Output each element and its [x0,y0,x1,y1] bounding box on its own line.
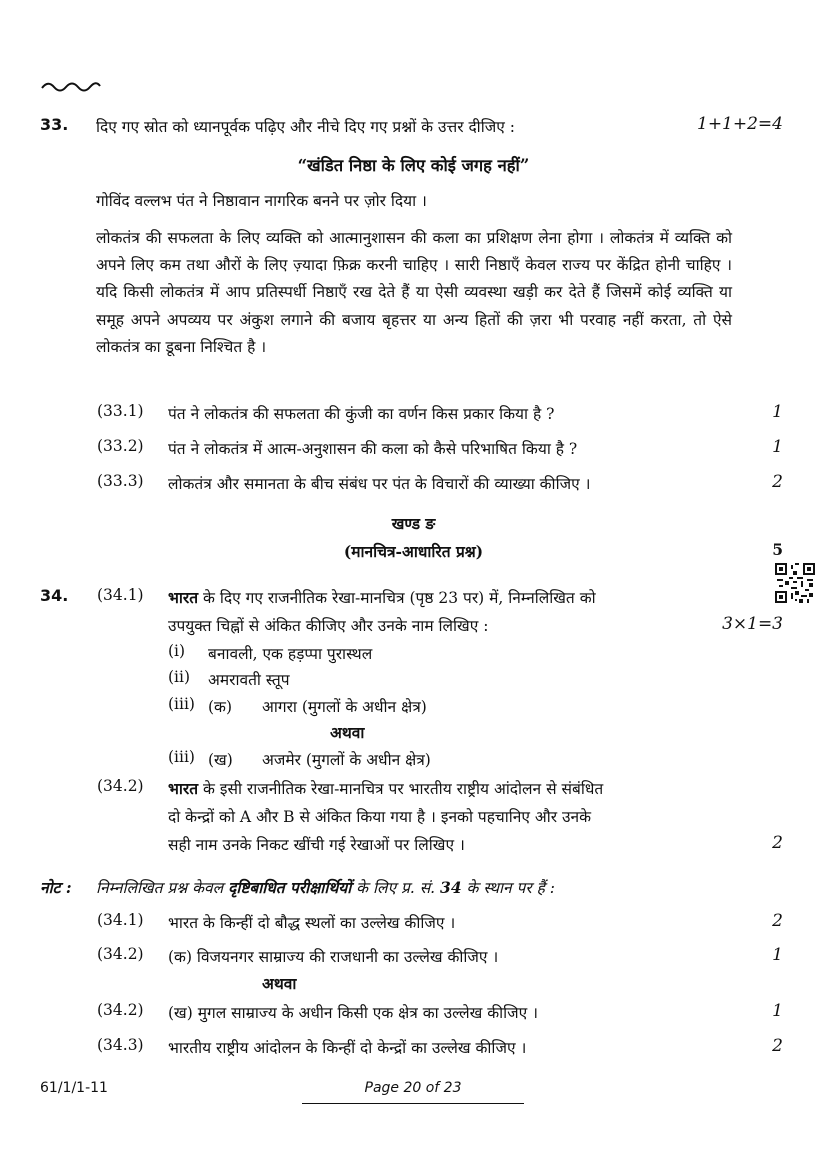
note-text-part: के स्थान पर हैं : [461,879,556,897]
note-item-text: (ख) मुगल साम्राज्य के अधीन किसी एक क्षेत्र का उल्लेख कीजिए । [168,1004,539,1022]
or-label: अथवा [262,974,297,993]
footer-rule [302,1103,524,1104]
question-instruction: दिए गए स्रोत को ध्यानपूर्वक पढ़िए और नीचे दिए गए प्रश्नों के उत्तर दीजिए : [96,118,515,136]
item-sub-label: (ख) [208,751,233,769]
or-label: अथवा [330,723,365,742]
qr-code-icon [775,563,815,603]
source-passage: लोकतंत्र की सफलता के लिए व्यक्ति को आत्मानुशासन की कला का प्रशिक्षण लेना होगा । लोकतंत्र में व्यक्ति को अपने लिए कम तथा औरों के लिए ज़्यादा फ़िक्र करनी चाहिए । सारी निष्ठाएँ केवल राज्य पर केंद्रित होनी चाहिए । यदि किसी लोकतंत्र में आप प्रतिस्पर्धी निष्ठाएँ रख देते हैं या ऐसी व्यवस्था खड़ी कर देते हैं जिसमें कोई व्यक्ति या समूह अपने अपव्यय पर अंकुश लगाने की बजाय बृहत्तर या अन्य हितों की ज़रा भी परवाह नहीं करता, तो ऐसे लोकतंत्र का डूबना निश्चित है । [96,229,732,356]
subquestion-text: पंत ने लोकतंत्र की सफलता की कुंजी का वर्णन किस प्रकार किया है ? [168,405,555,423]
note-text-part: के लिए प्र. सं. [351,879,441,897]
note-item-marks: 1 [772,945,783,965]
item-number: (iii) [168,748,195,766]
section-title: खण्ड ङ [391,514,436,533]
note-item-text: (क) विजयनगर साम्राज्य की राजधानी का उल्लेख कीजिए । [168,948,499,966]
source-intro: गोविंद वल्लभ पंत ने निष्ठावान नागरिक बनने पर ज़ोर दिया । [96,192,427,210]
item-number: (ii) [168,668,191,686]
subquestion-text: सही नाम उनके निकट खींची गई रेखाओं पर लिखिए । [168,836,465,854]
subquestion-text: उपयुक्त चिह्नों से अंकित कीजिए और उनके नाम लिखिए : [168,617,489,635]
note-item-number: (34.3) [97,1036,144,1054]
item-text: अजमेर (मुगलों के अधीन क्षेत्र) [262,751,431,769]
note-label: नोट : [40,878,72,897]
note-item-marks: 2 [772,911,783,931]
subquestion-number: (34.2) [97,777,144,795]
section-subtitle: (मानचित्र-आधारित प्रश्न) [343,542,484,561]
item-sub-label: (क) [208,698,232,716]
subquestion-number: (33.3) [97,472,144,490]
note-item-text: भारतीय राष्ट्रीय आंदोलन के किन्हीं दो केन्द्रों का उल्लेख कीजिए । [168,1039,527,1057]
paper-code: 61/1/1-11 [40,1080,108,1096]
question-marks: 1+1+2=4 [697,114,783,134]
bold-term: भारत [168,779,199,798]
note-text-part: निम्नलिखित प्रश्न केवल [96,879,229,897]
note-item-number: (34.2) [97,945,144,963]
subquestion-marks: 2 [772,833,783,853]
item-text: आगरा (मुगलों के अधीन क्षेत्र) [262,698,427,716]
item-text: बनावली, एक हड़प्पा पुरास्थल [208,645,373,663]
note-item-number: (34.2) [97,1001,144,1019]
subquestion-text-line [168,586,596,608]
subquestion-text: के इसी राजनीतिक रेखा-मानचित्र पर भारतीय राष्ट्रीय आंदोलन से संबंधित [198,780,604,798]
subquestion-text-line [168,777,603,799]
source-title: “खंडित निष्ठा के लिए कोई जगह नहीं” [297,156,530,175]
section-marks: 5 [772,540,783,559]
note-item-number: (34.1) [97,911,144,929]
note-text-bold: दृष्टिबाधित परीक्षार्थियों [228,878,352,897]
note-item-text: भारत के किन्हीं दो बौद्ध स्थलों का उल्लेख कीजिए । [168,914,456,932]
subquestion-number: (33.2) [97,437,144,455]
subquestion-number: (34.1) [97,586,144,604]
subquestion-text: पंत ने लोकतंत्र में आत्म-अनुशासन की कला को कैसे परिभाषित किया है ? [168,440,578,458]
item-number: (i) [168,642,186,660]
subquestion-marks: 1 [772,437,783,457]
subquestion-number: (33.1) [97,402,144,420]
subquestion-marks: 1 [772,402,783,422]
note-item-marks: 2 [772,1036,783,1056]
item-number: (iii) [168,695,195,713]
question-number: 33. [40,115,69,134]
page-number: Page 20 of 23 [364,1080,462,1096]
subquestion-text: दो केन्द्रों को A और B से अंकित किया गया है । इनको पहचानिए और उनके [168,808,592,826]
subquestion-text: लोकतंत्र और समानता के बीच संबंध पर पंत के विचारों की व्याख्या कीजिए । [168,475,591,493]
bold-term: भारत [168,588,199,607]
note-question-number: 34 [440,878,462,897]
note-item-marks: 1 [772,1001,783,1021]
subquestion-marks: 2 [772,472,783,492]
subquestion-marks: 3×1=3 [722,614,783,634]
subquestion-text: के दिए गए राजनीतिक रेखा-मानचित्र (पृष्ठ 23 पर) में, निम्नलिखित को [198,589,596,607]
item-text: अमरावती स्तूप [208,671,290,689]
wavy-line-icon [40,78,102,94]
question-number: 34. [40,586,69,605]
note-text [96,876,555,898]
